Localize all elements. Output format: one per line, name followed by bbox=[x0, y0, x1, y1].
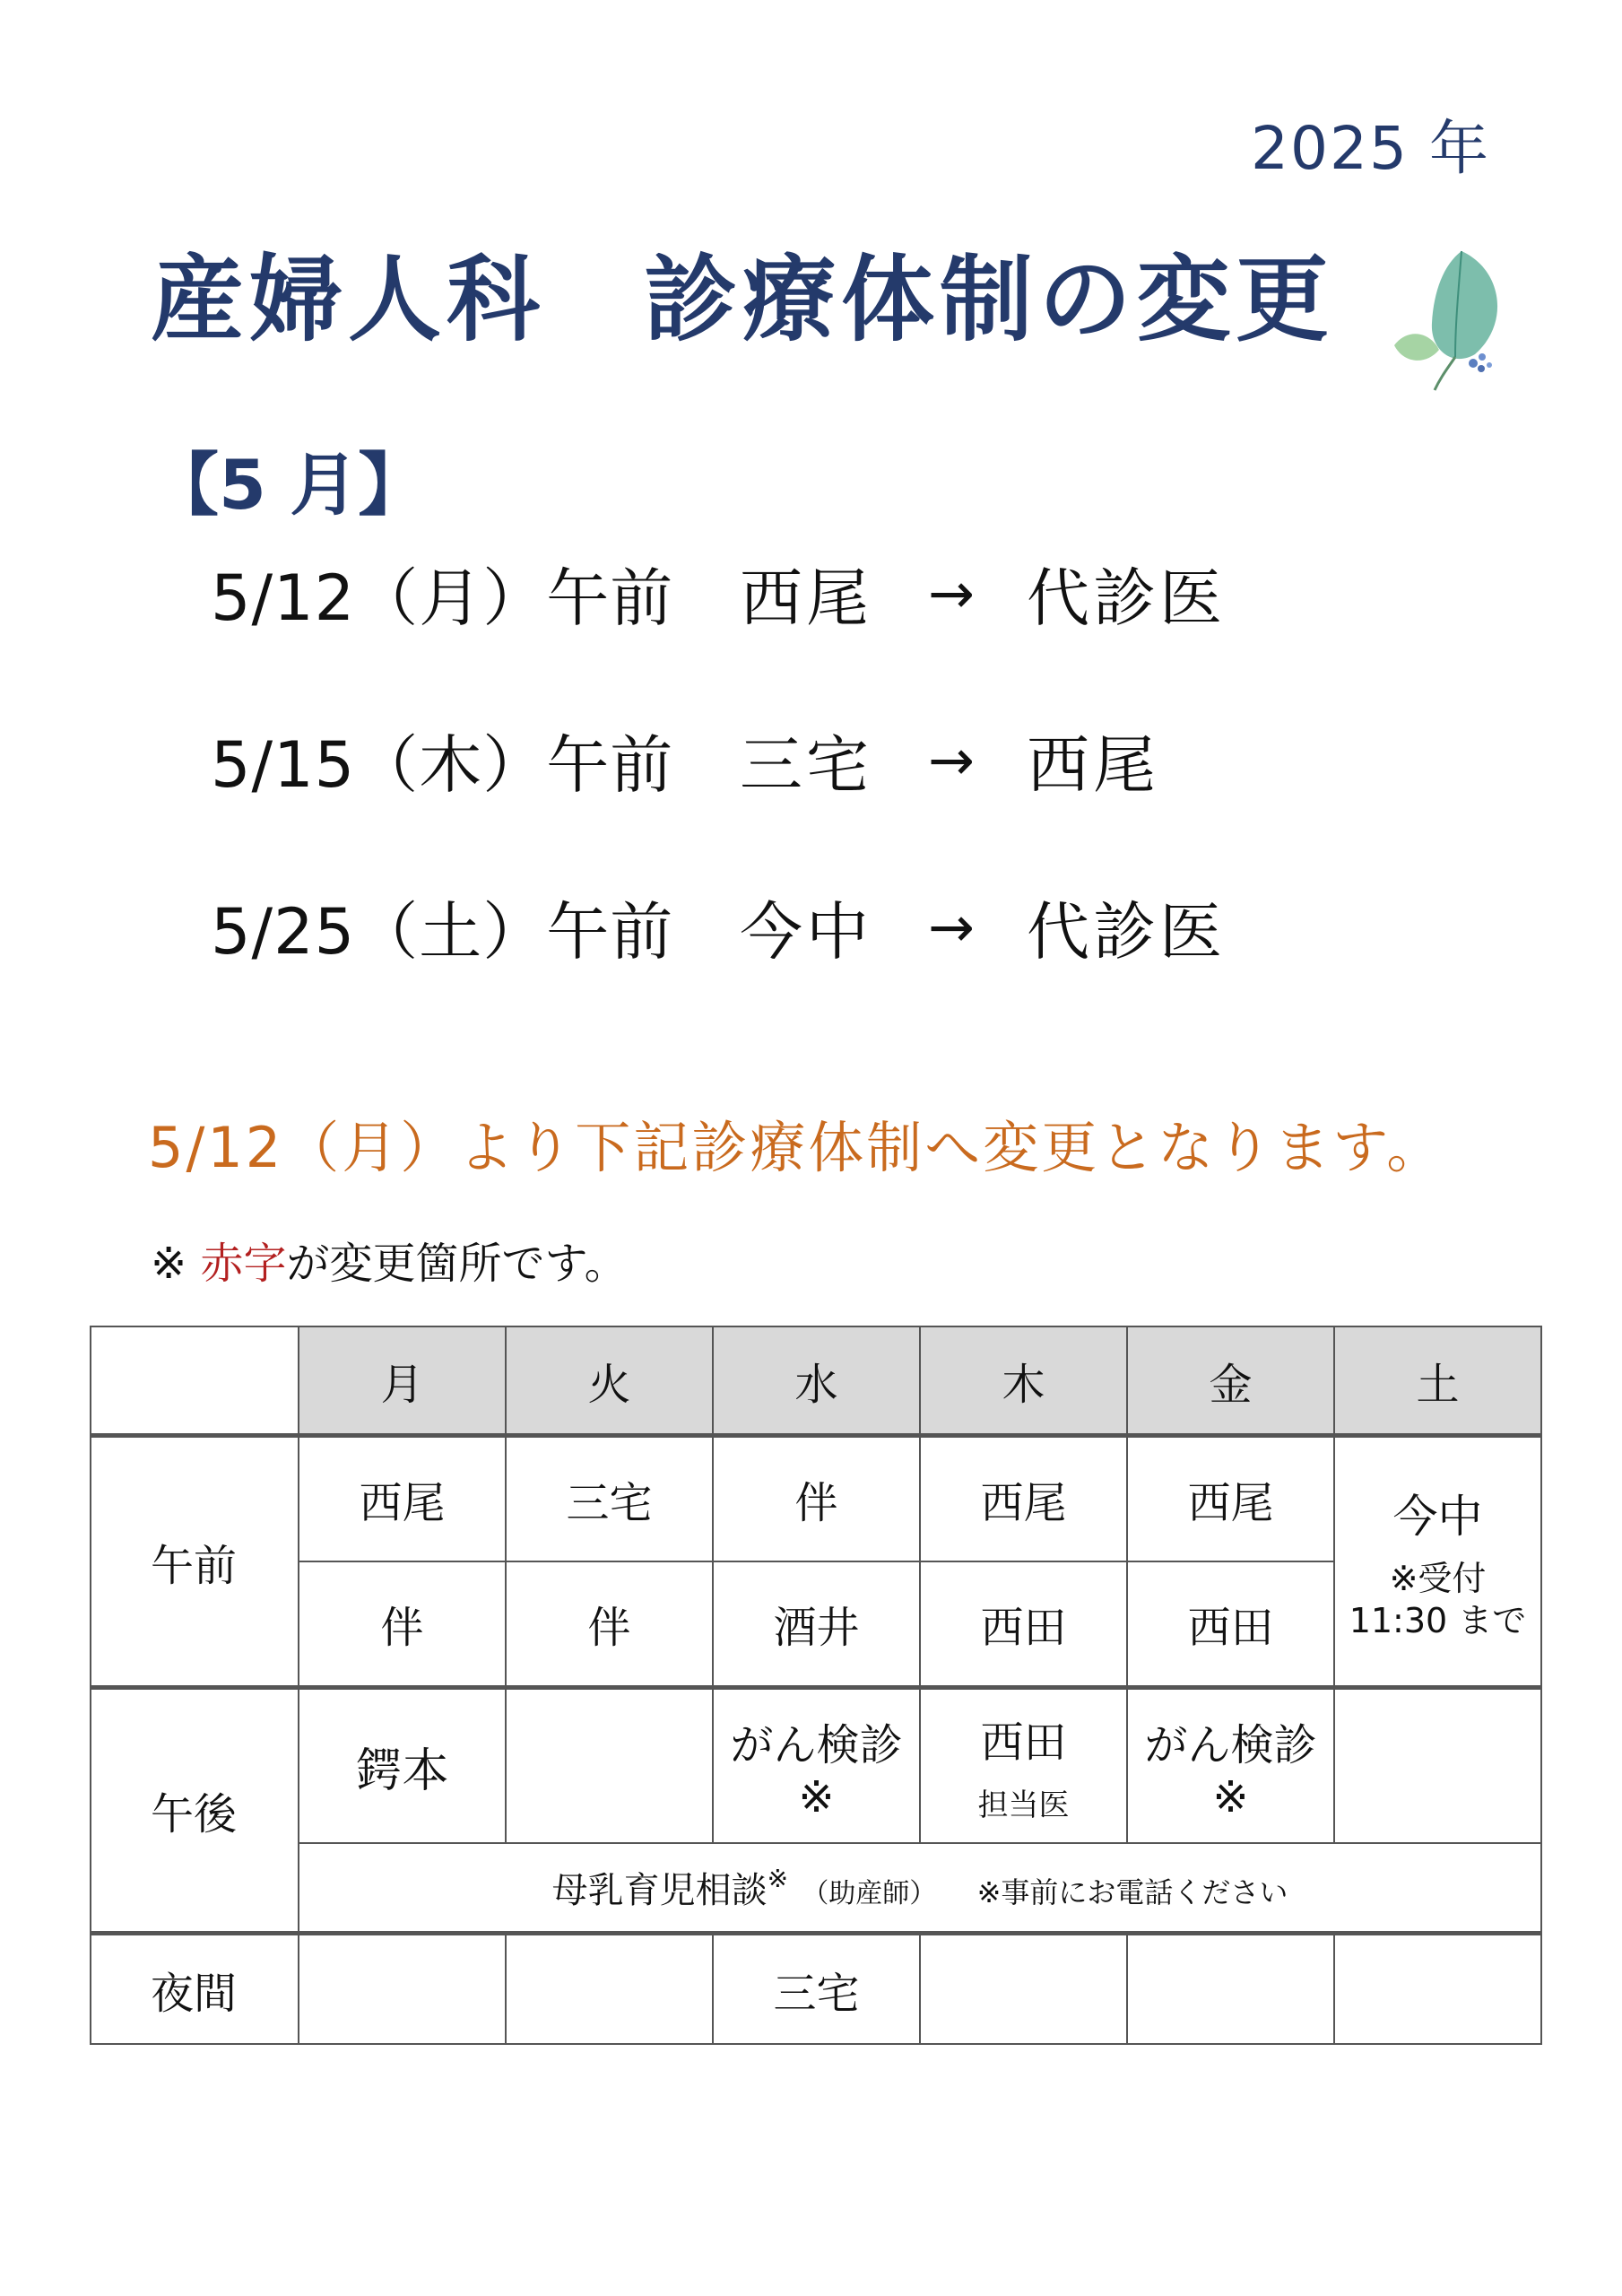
page-title: 産婦人科 診療体制の変更 bbox=[151, 245, 1335, 354]
table-cell bbox=[1334, 1688, 1541, 1844]
change-to: 西尾 bbox=[1027, 727, 1159, 802]
table-cell: 西田 bbox=[1127, 1561, 1334, 1688]
table-cell bbox=[506, 1688, 713, 1844]
change-item bbox=[211, 890, 1226, 969]
day-header: 火 bbox=[506, 1326, 713, 1436]
sat-doctor: 今中 bbox=[1392, 1490, 1483, 1543]
change-from: 今中 bbox=[740, 894, 872, 969]
change-item bbox=[211, 723, 1226, 802]
note-highlight: 赤字 bbox=[200, 1239, 287, 1289]
table-cell: 酒井 bbox=[713, 1561, 920, 1688]
thu-pm-sub: 担当医 bbox=[977, 1787, 1070, 1823]
change-from: 西尾 bbox=[740, 561, 872, 635]
table-row bbox=[91, 1561, 1541, 1688]
table-cell: 西尾 bbox=[299, 1436, 506, 1562]
change-item bbox=[211, 556, 1226, 635]
corner-cell bbox=[91, 1326, 299, 1436]
change-to: 代診医 bbox=[1027, 894, 1226, 969]
table-cell: がん検診※ bbox=[713, 1688, 920, 1844]
table-cell: 三宅 bbox=[713, 1934, 920, 2045]
consultation-banner bbox=[299, 1843, 1541, 1934]
banner-call-note: ※事前にお電話ください bbox=[976, 1875, 1288, 1909]
change-notice: 5/12（月）より下記診療体制へ変更となります。 bbox=[148, 1115, 1445, 1180]
day-header: 金 bbox=[1127, 1326, 1334, 1436]
day-header: 木 bbox=[920, 1326, 1127, 1436]
table-cell: がん検診※ bbox=[1127, 1688, 1334, 1844]
table-cell bbox=[1334, 1934, 1541, 2045]
table-cell bbox=[506, 1934, 713, 2045]
arrow-right-icon: → bbox=[928, 726, 975, 793]
table-row bbox=[91, 1436, 1541, 1562]
table-cell-changed: 伴 bbox=[713, 1436, 920, 1562]
table-row bbox=[91, 1688, 1541, 1844]
table-cell bbox=[920, 1934, 1127, 2045]
saturday-am-cell bbox=[1334, 1436, 1541, 1688]
banner-paren: （助産師） bbox=[802, 1878, 937, 1909]
change-from: 三宅 bbox=[740, 727, 872, 802]
arrow-right-icon: → bbox=[928, 560, 975, 626]
table-cell-changed: 伴 bbox=[506, 1561, 713, 1688]
note-suffix: が変更箇所です。 bbox=[286, 1239, 628, 1289]
table-cell bbox=[299, 1934, 506, 2045]
reception-note: ※受付 bbox=[1389, 1558, 1487, 1598]
banner-mark: ※ bbox=[767, 1864, 789, 1893]
thu-pm-doctor: 西田 bbox=[980, 1718, 1067, 1768]
row-label-am: 午前 bbox=[91, 1436, 299, 1688]
table-cell: 西尾 bbox=[1127, 1436, 1334, 1562]
reception-time: 11:30 まで bbox=[1349, 1601, 1527, 1640]
change-to: 代診医 bbox=[1027, 561, 1226, 635]
day-header: 土 bbox=[1334, 1326, 1541, 1436]
row-label-night: 夜間 bbox=[91, 1934, 299, 2045]
change-list bbox=[211, 556, 1226, 1057]
leaf-illustration-icon bbox=[1376, 242, 1515, 395]
table-header-row bbox=[91, 1326, 1541, 1436]
year-label: 2025 年 bbox=[1251, 114, 1490, 183]
table-cell bbox=[920, 1688, 1127, 1844]
legend-note bbox=[151, 1229, 628, 1291]
schedule-table bbox=[90, 1326, 1542, 2045]
day-header: 月 bbox=[299, 1326, 506, 1436]
row-label-pm: 午後 bbox=[91, 1688, 299, 1934]
table-row bbox=[91, 1843, 1541, 1934]
change-date: 5/12（月）午前 bbox=[211, 561, 674, 635]
table-row bbox=[91, 1934, 1541, 2045]
table-cell-changed: 伴 bbox=[299, 1561, 506, 1688]
day-header: 水 bbox=[713, 1326, 920, 1436]
table-cell bbox=[1127, 1934, 1334, 2045]
table-cell: 西田 bbox=[920, 1561, 1127, 1688]
change-date: 5/25（土）午前 bbox=[211, 894, 674, 969]
banner-main: 母乳育児相談 bbox=[551, 1870, 768, 1911]
change-date: 5/15（木）午前 bbox=[211, 727, 674, 802]
table-cell: 三宅 bbox=[506, 1436, 713, 1562]
arrow-right-icon: → bbox=[928, 893, 975, 960]
table-cell: 西尾 bbox=[920, 1436, 1127, 1562]
month-heading: 【5 月】 bbox=[151, 445, 427, 525]
note-prefix: ※ bbox=[151, 1239, 201, 1289]
table-cell: 鍔本 bbox=[299, 1688, 506, 1844]
